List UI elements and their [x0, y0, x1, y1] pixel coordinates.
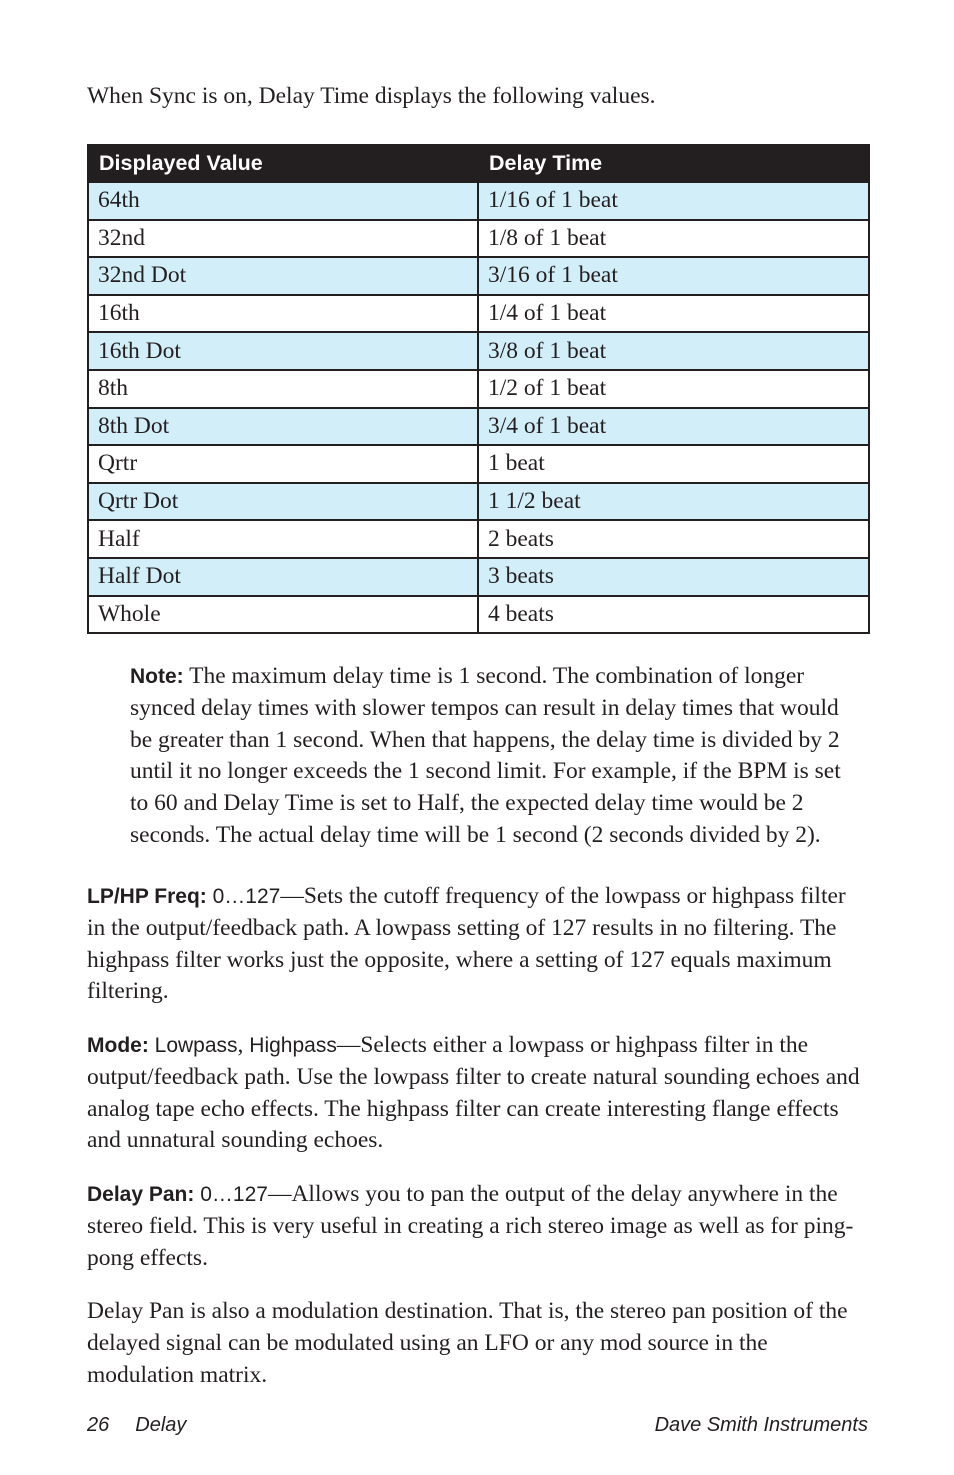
cell-displayed-value: Half: [88, 520, 478, 558]
lphp-freq-label: LP/HP Freq:: [87, 885, 207, 908]
company-name: Dave Smith Instruments: [654, 1414, 868, 1436]
table-row: [88, 596, 869, 634]
cell-delay-time: 3/8 of 1 beat: [478, 332, 869, 370]
cell-displayed-value: 32nd: [88, 220, 478, 258]
cell-delay-time: 3/16 of 1 beat: [478, 257, 869, 295]
cell-delay-time: 3 beats: [478, 558, 869, 596]
cell-displayed-value: 8th: [88, 370, 478, 408]
footer-left: [87, 1410, 186, 1440]
cell-delay-time: 1/16 of 1 beat: [478, 182, 869, 220]
page-number: 26: [87, 1414, 110, 1436]
table-header-row: [88, 145, 869, 182]
table-row: [88, 370, 869, 408]
mode-separator: ,: [237, 1032, 250, 1058]
delay-pan-range: 0…127: [194, 1183, 268, 1206]
table-row: [88, 520, 869, 558]
table-row: [88, 445, 869, 483]
table-row: [88, 558, 869, 596]
section-name: Delay: [135, 1414, 187, 1436]
mode-option-lowpass: Lowpass: [148, 1034, 238, 1057]
note-text: The maximum delay time is 1 second. The combination of longer synced delay times with slower tempos can result in delay times that would be greater than 1 second. When that happens, the delay time is divided by 2 until it no longer exceeds the 1 second limit. For example, if the BPM is set to 60 and Delay Time is set to Half, the expected delay time would be 2 seconds. The actual delay time will be 1 second (2 seconds divided by 2).: [130, 663, 841, 848]
cell-delay-time: 1 beat: [478, 445, 869, 483]
cell-delay-time: 4 beats: [478, 596, 869, 634]
delay-pan-label: Delay Pan:: [87, 1183, 195, 1206]
cell-delay-time: 3/4 of 1 beat: [478, 408, 869, 446]
lphp-freq-range: 0…127: [206, 885, 281, 908]
lphp-freq-paragraph: [87, 881, 867, 1008]
cell-displayed-value: 8th Dot: [88, 408, 478, 446]
delay-pan-paragraph: [87, 1179, 867, 1274]
cell-displayed-value: 16th Dot: [88, 332, 478, 370]
mode-label: Mode:: [87, 1034, 149, 1057]
table-row: [88, 295, 869, 333]
cell-displayed-value: 32nd Dot: [88, 257, 478, 295]
lphp-freq-text: —Sets the cutoff frequency of the lowpass or highpass filter in the output/feedback path. A lowpass setting of 127 results in no filtering. The highpass filter works just the opposite, where a setting of 127 equals maximum filtering.: [87, 883, 846, 1005]
sync-delay-table: [87, 144, 870, 634]
cell-displayed-value: 16th: [88, 295, 478, 333]
cell-delay-time: 1/2 of 1 beat: [478, 370, 869, 408]
mode-paragraph: [87, 1030, 867, 1157]
table-row: [88, 483, 869, 521]
header-delay-time: Delay Time: [478, 145, 869, 182]
cell-delay-time: 1/8 of 1 beat: [478, 220, 869, 258]
cell-delay-time: 1 1/2 beat: [478, 483, 869, 521]
mode-text: —Selects either a lowpass or highpass filter in the output/feedback path. Use the lowpass filter to create natural sounding echoes and analog tape echo effects. The highpass filter can create interesting flange effects and unnatural sounding echoes.: [87, 1032, 860, 1154]
cell-delay-time: 2 beats: [478, 520, 869, 558]
delay-pan-modulation-paragraph: Delay Pan is also a modulation destination. That is, the stereo pan position of the delayed signal can be modulated using an LFO or any mod source in the modulation matrix.: [87, 1298, 848, 1388]
delay-pan-text: —Allows you to pan the output of the delay anywhere in the stereo field. This is very useful in creating a rich stereo image as well as for ping-pong effects.: [87, 1181, 854, 1271]
table-row: [88, 257, 869, 295]
table-row: [88, 408, 869, 446]
note-paragraph: [130, 661, 860, 852]
cell-displayed-value: Whole: [88, 596, 478, 634]
header-displayed-value: Displayed Value: [88, 145, 478, 182]
intro-text: When Sync is on, Delay Time displays the following values.: [87, 83, 656, 109]
note-label: Note:: [130, 665, 184, 688]
cell-delay-time: 1/4 of 1 beat: [478, 295, 869, 333]
table-row: [88, 182, 869, 220]
table-row: [88, 332, 869, 370]
cell-displayed-value: 64th: [88, 182, 478, 220]
cell-displayed-value: Qrtr: [88, 445, 478, 483]
cell-displayed-value: Half Dot: [88, 558, 478, 596]
table-row: [88, 220, 869, 258]
cell-displayed-value: Qrtr Dot: [88, 483, 478, 521]
mode-option-highpass: Highpass: [249, 1034, 337, 1057]
page-footer: [87, 1410, 868, 1440]
